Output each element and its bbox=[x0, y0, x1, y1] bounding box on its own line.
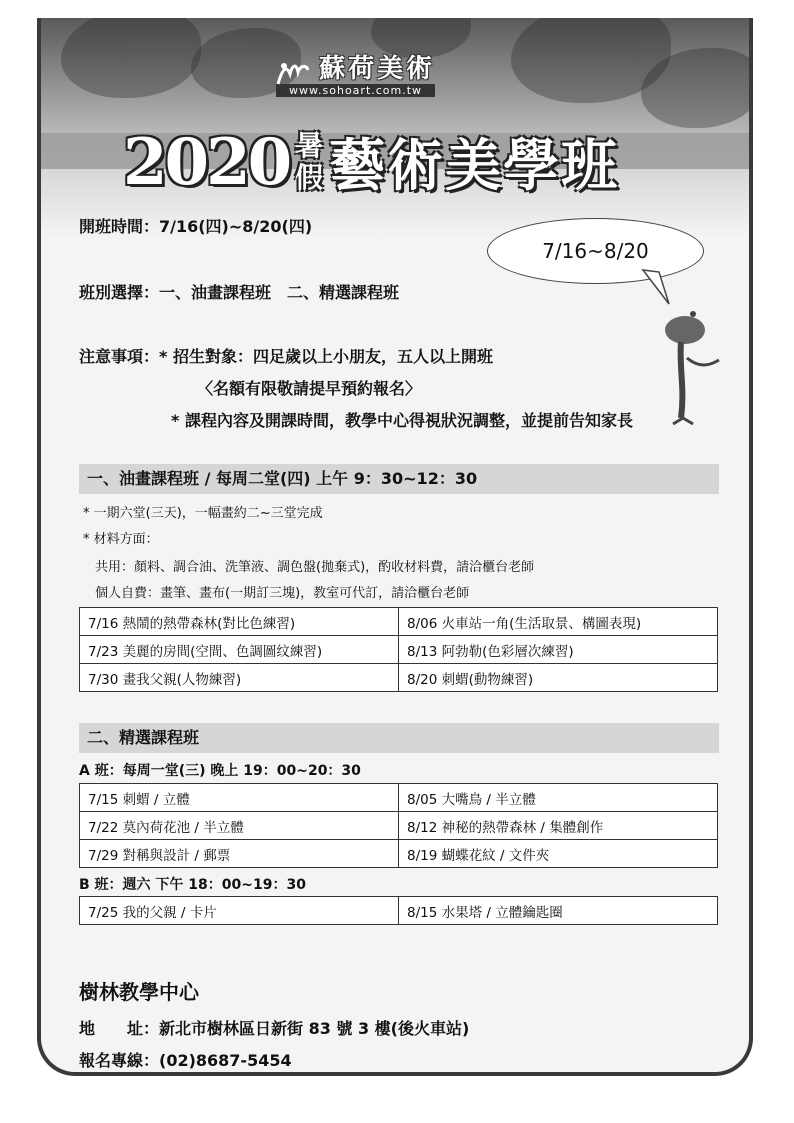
schedule-cell: 8/05 大嘴鳥 / 半立體 bbox=[399, 784, 718, 812]
class-a-heading: A 班：每周一堂(三) 晚上 19：00~20：30 bbox=[79, 763, 361, 779]
figure-illustration bbox=[659, 308, 729, 428]
notice-line-3: * 課程內容及開課時間，教學中心得視狀況調整，並提前告知家長 bbox=[171, 411, 633, 430]
oil-schedule-table bbox=[79, 607, 718, 692]
classes-line: 班別選擇：一、油畫課程班 二、精選課程班 bbox=[79, 283, 400, 302]
table-row bbox=[80, 784, 718, 812]
table-row bbox=[80, 636, 718, 664]
notice-line-1: 注意事項：* 招生對象：四足歲以上小朋友，五人以上開班 bbox=[79, 347, 493, 366]
schedule-cell: 7/30 畫我父親(人物練習) bbox=[80, 664, 399, 692]
schedule-cell: 8/20 刺蝟(動物練習) bbox=[399, 664, 718, 692]
brand-name: 蘇荷美術 bbox=[319, 54, 436, 84]
teaching-center-name: 樹林教學中心 bbox=[79, 980, 199, 1004]
selected-course-heading: 二、精選課程班 bbox=[79, 723, 719, 753]
class-b-schedule-table bbox=[79, 896, 718, 925]
oil-note: 個人自費：畫筆、畫布(一期訂三塊)，教室可代訂，請洽櫃台老師 bbox=[95, 586, 470, 601]
date-speech-bubble: 7/16~8/20 bbox=[487, 218, 704, 284]
table-row bbox=[80, 840, 718, 868]
oil-painting-heading: 一、油畫課程班 / 每周二堂(四) 上午 9：30~12：30 bbox=[79, 464, 719, 494]
title-summer: 暑 假 bbox=[295, 129, 324, 194]
schedule-cell: 7/16 熱鬧的熱帶森林(對比色練習) bbox=[80, 608, 399, 636]
brand-logo bbox=[276, 48, 435, 97]
schedule-cell: 7/25 我的父親 / 卡片 bbox=[80, 897, 399, 925]
table-row bbox=[80, 664, 718, 692]
brand-url: www.sohoart.com.tw bbox=[276, 84, 435, 97]
brand-mark-icon bbox=[276, 60, 310, 86]
flyer-frame bbox=[37, 18, 753, 1076]
table-row bbox=[80, 897, 718, 925]
leaf-decoration bbox=[61, 18, 201, 98]
table-row bbox=[80, 812, 718, 840]
schedule-cell: 7/23 美麗的房間(空間、色調圖纹練習) bbox=[80, 636, 399, 664]
main-title bbox=[123, 122, 619, 202]
bubble-tail bbox=[639, 268, 679, 308]
schedule-cell: 8/15 水果塔 / 立體鑰匙圈 bbox=[399, 897, 718, 925]
title-year: 2020 bbox=[123, 124, 290, 200]
oil-note: * 一期六堂(三天)，一幅畫約二~三堂完成 bbox=[83, 506, 323, 521]
class-a-schedule-table bbox=[79, 783, 718, 868]
oil-note: 共用：顏料、調合油、洗筆液、調色盤(拋棄式)，酌收材料費，請洽櫃台老師 bbox=[95, 560, 535, 575]
schedule-cell: 8/12 神秘的熱帶森林 / 集體創作 bbox=[399, 812, 718, 840]
schedule-cell: 7/15 刺蝟 / 立體 bbox=[80, 784, 399, 812]
class-b-heading: B 班：週六 下午 18：00~19：30 bbox=[79, 877, 306, 893]
period-line: 開班時間：7/16(四)~8/20(四) bbox=[79, 217, 313, 236]
oil-note: * 材料方面： bbox=[83, 532, 159, 547]
schedule-cell: 8/06 火車站一角(生活取景、構圖表現) bbox=[399, 608, 718, 636]
center-address: 地 址：新北市樹林區日新街 83 號 3 樓(後火車站) bbox=[79, 1019, 470, 1038]
table-row bbox=[80, 608, 718, 636]
notice-line-2: 〈名額有限敬請提早預約報名〉 bbox=[197, 379, 422, 398]
center-phone: 報名專線：(02)8687-5454 bbox=[79, 1051, 292, 1070]
schedule-cell: 8/19 蝴蝶花紋 / 文件夾 bbox=[399, 840, 718, 868]
title-program: 藝術美學班 bbox=[329, 133, 620, 199]
schedule-cell: 8/13 阿勃勒(色彩層次練習) bbox=[399, 636, 718, 664]
schedule-cell: 7/29 對稱與設計 / 郵票 bbox=[80, 840, 399, 868]
schedule-cell: 7/22 莫內荷花池 / 半立體 bbox=[80, 812, 399, 840]
